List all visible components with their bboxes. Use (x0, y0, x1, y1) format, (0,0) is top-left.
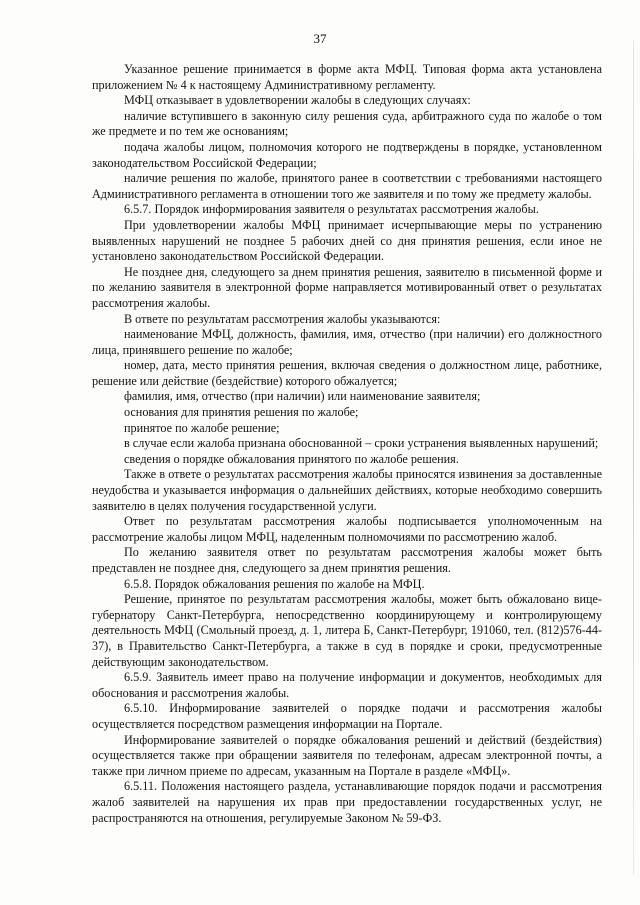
paragraph: наименование МФЦ, должность, фамилия, имя, отчество (при наличии) его должностного лица, принявшего решение по жалобе; (92, 327, 602, 357)
paragraph: 6.5.7. Порядок информирования заявителя о результатах рассмотрения жалобы. (124, 202, 539, 217)
paragraph: подача жалобы лицом, полномочия которого не подтверждены в порядке, установленном законодательством Российской Федерации; (92, 139, 602, 170)
paragraph: 6.5.8. Порядок обжалования решения по жалобе на МФЦ. (124, 576, 425, 591)
paragraph: Информирование заявителей о порядке обжалования решений и действий (бездействия) осуществляется также при обращении заявителя по телефонам, адресам электронной почты, а также при личном приеме по адресам, указанным на Портале в разделе «МФЦ». (92, 732, 602, 778)
paragraph: Ответ по результатам рассмотрения жалобы подписывается уполномоченным на рассмотрение жалобы лицом МФЦ, наделенным полномочиями по рассмотрению жалоб. (92, 514, 602, 544)
paragraph: наличие решения по жалобе, принятого ранее в соответствии с требованиями настоящего Административного регламента в отношении того же заявителя и по тому же предмету жалобы. (92, 171, 602, 201)
paragraph: основания для принятия решения по жалобе; (124, 405, 359, 420)
page-edge-shadow (633, 40, 634, 875)
paragraph: Решение, принятое по результатам рассмотрения жалобы, может быть обжаловано вице-губернатору Санкт-Петербурга, непосредственно координирующему и контролирующему деятельность МФЦ (Смольный проезд, д. 1, литера Б, Санкт-Петербург, 191060, тел. (812)576-44-37), в Правительство Санкт-Петербурга, а также в суд в порядке и сроки, предусмотренные действующим законодательством. (92, 592, 602, 669)
paragraph: принятое по жалобе решение; (124, 420, 280, 435)
paragraph: в случае если жалоба признана обоснованной – сроки устранения выявленных нарушений; (124, 436, 599, 451)
page-number: 37 (313, 31, 327, 46)
paragraph: номер, дата, место принятия решения, включая сведения о должностном лице, работнике, решение или действие (бездействие) которого обжалуется; (92, 358, 602, 388)
paragraph: МФЦ отказывает в удовлетворении жалобы в следующих случаях: (124, 93, 471, 108)
paragraph: В ответе по результатам рассмотрения жалобы указываются: (124, 311, 441, 326)
paragraph: Не позднее дня, следующего за днем принятия решения, заявителю в письменной форме и по желанию заявителя в электронной форме направляется мотивированный ответ о результатах рассмотрения жалобы. (92, 264, 602, 310)
paragraph: Указанное решение принимается в форме акта МФЦ. Типовая форма акта установлена приложением № 4 к настоящему Административному регламенту. (92, 62, 602, 92)
paragraph: При удовлетворении жалобы МФЦ принимает исчерпывающие меры по устранению выявленных нарушений не позднее 5 рабочих дней со дня принятия решения, если иное не установлено законодательством Российской Федерации. (92, 217, 602, 264)
paragraph: 6.5.11. Положения настоящего раздела, устанавливающие порядок подачи и рассмотрения жалоб заявителей на нарушения их прав при предоставлении государственных услуг, не распространяются на отношения, регулируемые Законом № 59-ФЗ. (92, 779, 602, 825)
body-text (92, 62, 602, 826)
paragraph: По желанию заявителя ответ по результатам рассмотрения жалобы может быть представлен не позднее дня, следующего за днем принятия решения. (92, 545, 602, 575)
paragraph: сведения о порядке обжалования принятого по жалобе решения. (124, 451, 459, 466)
paragraph: 6.5.9. Заявитель имеет право на получение информации и документов, необходимых для обоснования и рассмотрения жалобы. (92, 670, 602, 700)
paragraph: фамилия, имя, отчество (при наличии) или наименование заявителя; (124, 389, 481, 404)
paragraph: наличие вступившего в законную силу решения суда, арбитражного суда по жалобе о том же предмете и по тем же основаниям; (92, 108, 602, 139)
paragraph: 6.5.10. Информирование заявителей о порядке подачи и рассмотрения жалобы осуществляется посредством размещения информации на Портале. (92, 701, 602, 731)
paragraph: Также в ответе о результатах рассмотрения жалобы приносятся извинения за доставленные неудобства и указывается информация о дальнейших действиях, которые необходимо совершить заявителю в целях получения государственной услуги. (92, 467, 602, 513)
